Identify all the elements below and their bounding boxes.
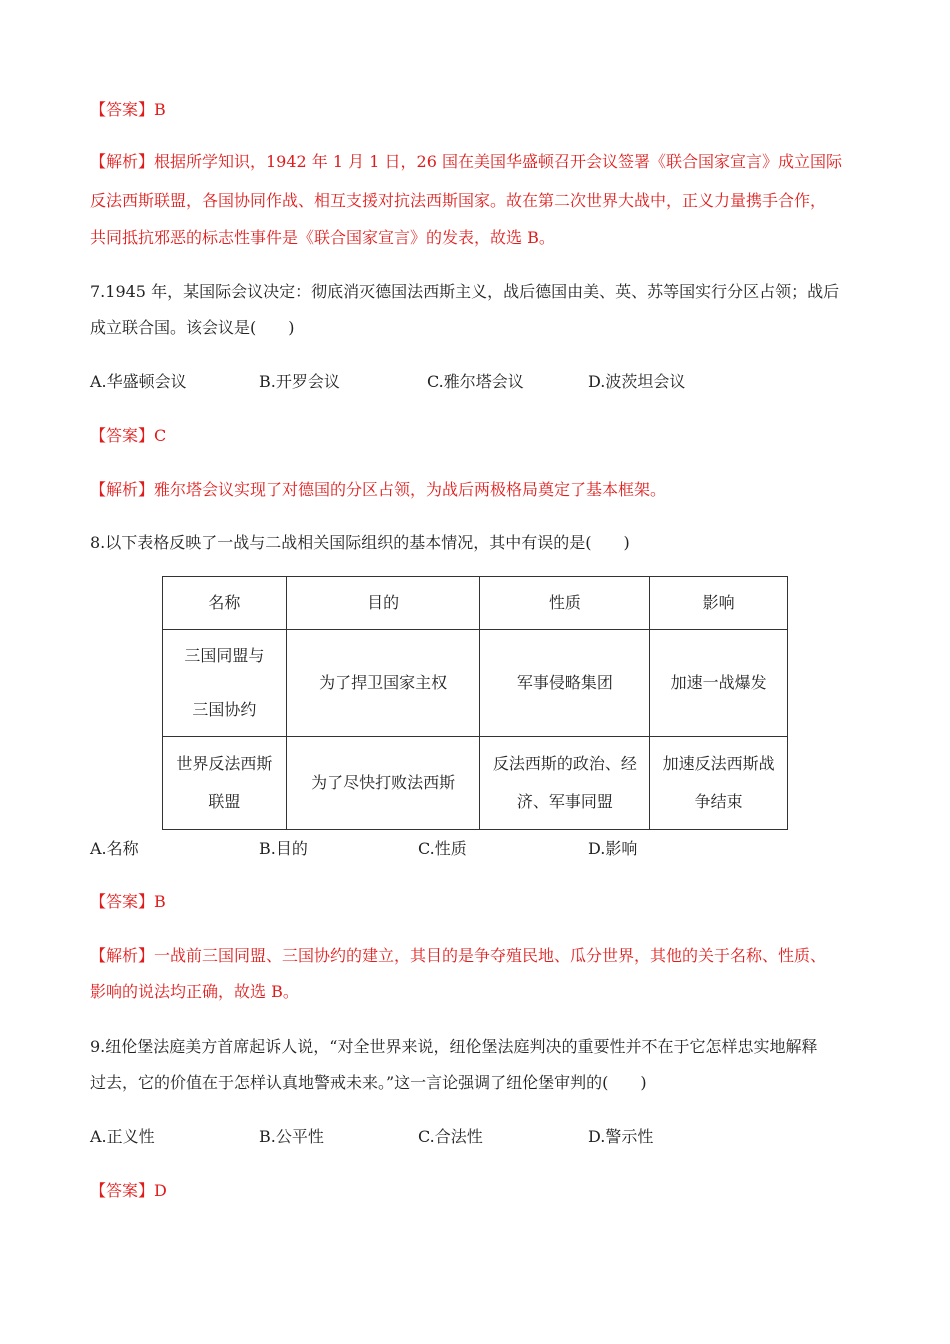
q8-analysis-line-2: 影响的说法均正确，故选 B。 [90,982,299,1001]
header-cell-purpose: 目的 [286,577,480,630]
q7-stem-line-2: 成立联合国。该会议是( ) [90,318,295,337]
cell-impact [650,630,788,737]
q7-analysis: 【解析】雅尔塔会议实现了对德国的分区占领，为战后两极格局奠定了基本框架。 [90,480,667,499]
q7-answer: 【答案】C [90,426,167,445]
cell-line: 反法西斯的政治、经 [492,754,637,773]
q7-option-b: B.开罗会议 [259,372,340,391]
cell-line: 加速一战爆发 [670,673,767,692]
table-header-row [163,577,788,630]
q7-option-d: D.波茨坦会议 [588,372,686,391]
header-cell-nature: 性质 [480,577,650,630]
cell-line: 军事侵略集团 [516,673,613,692]
q8-option-c: C.性质 [418,839,467,858]
cell-purpose: 为了尽快打败法西斯 [286,737,480,830]
table-row [163,630,788,737]
q7-option-c: C.雅尔塔会议 [427,372,524,391]
cell-line: 争结束 [694,792,743,811]
header-cell-impact: 影响 [650,577,788,630]
cell-name [163,630,287,737]
cell-nature [480,737,650,830]
q7-stem-line-1: 7.1945 年，某国际会议决定：彻底消灭德国法西斯主义，战后德国由美、英、苏等国实行分区占领；战后 [90,282,840,301]
q6-analysis-line-3: 共同抵抗邪恶的标志性事件是《联合国家宣言》的发表，故选 B。 [90,228,555,247]
q9-option-c: C.合法性 [418,1127,483,1146]
q8-table [162,576,788,830]
cell-line: 联盟 [208,792,241,811]
q9-stem-line-2: 过去，它的价值在于怎样认真地警戒未来。”这一言论强调了纽伦堡审判的( ) [90,1073,647,1092]
q9-stem-line-1: 9.纽伦堡法庭美方首席起诉人说，“对全世界来说，纽伦堡法庭判决的重要性并不在于它怎样忠实地解释 [90,1037,818,1056]
q8-option-b: B.目的 [259,839,308,858]
cell-line: 加速反法西斯战 [662,754,775,773]
q9-option-a: A.正义性 [90,1127,155,1146]
cell-purpose: 为了捍卫国家主权 [286,630,480,737]
q9-answer: 【答案】D [90,1181,167,1200]
q8-option-a: A.名称 [90,839,139,858]
q8-answer: 【答案】B [90,892,166,911]
cell-impact [650,737,788,830]
q6-analysis-line-1: 【解析】根据所学知识，1942 年 1 月 1 日，26 国在美国华盛顿召开会议签署《联合国家宣言》成立国际 [90,152,842,171]
q6-analysis-line-2: 反法西斯联盟，各国协同作战、相互支援对抗法西斯国家。故在第二次世界大战中，正义力量携手合作， [90,191,827,210]
q8-option-d: D.影响 [588,839,638,858]
cell-line: 世界反法西斯 [176,754,273,773]
cell-line: 三国协约 [192,700,257,719]
q6-answer: 【答案】B [90,100,166,119]
cell-name [163,737,287,830]
q9-option-d: D.警示性 [588,1127,654,1146]
header-cell-name: 名称 [163,577,287,630]
cell-nature [480,630,650,737]
cell-line: 济、军事同盟 [516,792,613,811]
q8-analysis-line-1: 【解析】一战前三国同盟、三国协约的建立，其目的是争夺殖民地、瓜分世界，其他的关于名称、性质、 [90,946,827,965]
q8-stem: 8.以下表格反映了一战与二战相关国际组织的基本情况，其中有误的是( ) [90,533,630,552]
q7-option-a: A.华盛顿会议 [90,372,187,391]
table-row [163,737,788,830]
cell-line: 三国同盟与 [184,646,265,665]
q9-option-b: B.公平性 [259,1127,324,1146]
